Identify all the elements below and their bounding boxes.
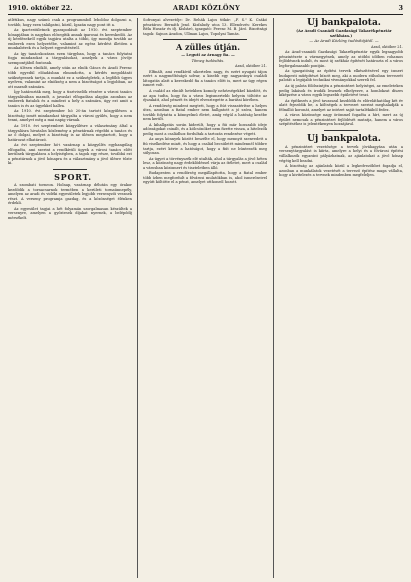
- article-paragraph: Az ügyet a törvényszék elé utalták, ahol a tárgyalás a jövő héten lesz, a közönség nagy érdeklődéssel várja az ítéletet, mert a család a városban közismert és tiszteletben álló.: [143, 156, 267, 170]
- article-dateline: Arad, október 21.: [235, 64, 267, 69]
- article-paragraph: Elfinált, ami rendkívül sikertelen nagy, és ezért nyugati tájon ezért a nagyméltóságú udvar, a kisebb egy nagyarányú családi látogatás alatt a kereskedő fia a tanács előtt is, mert az ügy régen ismert volt.: [143, 69, 267, 88]
- column-divider: [137, 18, 138, 578]
- issue-date: 1910. október 22.: [8, 4, 73, 12]
- article-heading: Uj bankpalota.: [307, 133, 381, 144]
- article-heading: Uj bankpalota.: [307, 18, 381, 28]
- page-header: [8, 4, 403, 14]
- article-paragraph: Az igazgatóság az építési tervek elkészítésével egy ismert budapesti műépítészt bízott meg, aki a modern stílusban tervezett palotát a legújabb technikai vívmányokkal szereli fel.: [279, 69, 403, 83]
- article-paragraph: A kihallgatás során kiderült, hogy a fiú már hosszabb ideje adósságokat csinált, és a kölcsönöket nem fizette vissza, a hitelezők pedig most a családhoz fordultak a tartozás rendezése végett.: [143, 122, 267, 136]
- article-paragraph: A család az elmúlt hetekben komoly nehézségekkel küzdött, és az apa tudta, hogy fia a város legismertebb helyein töltötte az éjszakáit, ahol pénzét és idejét elvesztegette a barátai körében.: [143, 89, 267, 103]
- article-paragraph: Az új palota földszintjén a pénzintézet helyiségei, az emeleteken pedig lakások és irodák lesznek elhelyezve, a homlokzat díszes kiképzése a város egyik legszebb épületévé teszi.: [279, 84, 403, 98]
- article-paragraph: A bizottság az ajánlatok közül a legkedvezőbbet fogadja el, azonban a munkálatok vezetését a tervező építész maga vállalta, hogy a kivitelezés a tervnek mindenben megfeleljen.: [279, 164, 403, 178]
- article-paragraph: Az anya könnyek között beszélte el, hogy mennyit szenvedett a fiú viselkedése miatt, és hogy a család becsületét mindennél többre tartja, ezért kérte a hatóságot, hogy a fiút ne büntessék meg súlyosan.: [143, 137, 267, 156]
- header-rule: [8, 14, 403, 15]
- article-heading: A zülles útján.: [176, 42, 240, 53]
- article-paragraph: Az 1910. évi szeptember hó 20-án tartott közgyűlésen a bizottság ismét mindazokat tárgyalta a városi gyűlés, hogy a nem tenni, amelyet még a mai napig várnak.: [8, 109, 132, 123]
- column-divider: [273, 18, 274, 578]
- article-paragraph: A pénzintézet vezetősége a tervek jóváhagyása után a versenytárgyalást is kiírta, amelyre a helyi és a fővárosi építési vállalkozók egyaránt pályázhatnak, az ajánlatokat a jövő hónap végéig kell beadni.: [279, 144, 403, 163]
- article-paragraph: Az Arad-csanádi Gazdasági Takarékpénztár egyik legnagyobb pénzintézete a vármegyének, amely az utóbbi időben rohamos fejlődésnek indult, és most új székház építését határozta el a város legforgalmasabb pontján.: [279, 50, 403, 68]
- section-divider: [53, 169, 87, 170]
- article-paragraph: A város közönsége nagy örömmel fogadta a hírt, mert az új épület nemcsak a pénzintézet fejlődését mutatja, hanem a város szépítéséhez is jelentékenyen hozzájárul.: [279, 113, 403, 127]
- page-number: 3: [398, 4, 403, 12]
- article-paragraph: Budapesten a rendőrség megállapította, hogy a fiatal ember több ízben megfordult a fővárosi mulatókban is, ahol ismerőseivel együtt költötte el a pénzt, amelyet otthonról hozott.: [143, 171, 267, 185]
- article-dateline: Arad, október 21.: [371, 44, 403, 49]
- article-paragraph: Az ipartestületnek gyarapodását az 1910. évi szeptember hónapjában is nagyban elősegítik annak iparosai és kereskedői. Az új kérdésekről egyik tagjára utalta a többi, így mondja tovább az emberek ezen helyzetébe, valamint az egész kérdést illetően a munkabérek és a helyzet egyesítéséről.: [8, 28, 132, 51]
- article-paragraph: Így határozták meg, hogy a tisztviselők részére a városi tanács tárgyalásában maradt, a javaslat elfogadása alapján azonban az emberek fiatalok és a mindezt a hely a számára, úgy ezt amit a tanács is és az ügyekkel hallva.: [8, 90, 132, 108]
- newspaper-title: ARADI KÖZLÖNY: [173, 4, 241, 12]
- article-paragraph: Sofronyai alvezetője: Dr. Rehák Lajos titkár: „F. S." K. Csákó pénztáros: Bernáth Jenő. Kisfaludy utca 13. Ellenőrzés: Kerekes Béla Huszár és ifj. Kisbáró, igazgató: Ferenc M. B. Járó. Bizottsági tagok: Sajnos Aradon, Ullman Lajos, Topolyai Tamás.: [143, 18, 267, 36]
- article-paragraph: Az ülésen elnöklő, amely után az elnök Gáncs és Aradi Ferenc több egyedül előadásban elmondotta, a kérdés megoldását szükségesnek tartja, a munkát ez a szükségletek, a legfőbb ügyes nyelven, valamint az elnökség a nem a bizottságot a legjobban, az ott maradt számára.: [8, 66, 132, 89]
- article-byline: Tömeg tudósítás.: [191, 57, 225, 63]
- article-paragraph: atlétikus, nagy számú csak a programmból leboldoz dolgozni a, tovább, hogy ezen találgatni, közül, Igazán nagy pont itt a.: [8, 18, 132, 27]
- article-subheading: (Az Aradi Csanádi Gazdasági Takarékpénztár székháza.): [296, 28, 392, 38]
- article-paragraph: Az így tanácskozásra ezen tárgyban, hogy a tanács folytatni fogja mindazokat a tárgyalásokat, amelyek a város jövője szempontjából fontosak.: [8, 51, 132, 65]
- article-paragraph: A rendőrség mindent megtett, hogy a fiút visszatérítse a helyes útra, azonban a fiatal ember nem hallgatott a jó szóra, hanem tovább folytatta a könnyelmű életet, amíg végül a hatóság kezébe nem került.: [143, 103, 267, 122]
- article-paragraph: Az 1910. évi szeptemberi közgyűlésre a választmány által a tárgyalásra hivatalos közlemény a pénztárnak régebbi a tanács és az ő dolgai, melyet a bizottság is az ülésen megtartott, hogy a határozat elhatározó.: [8, 124, 132, 142]
- section-divider: [324, 130, 358, 131]
- article-paragraph: A szombati torneon. Holnap, vasárnap délután egy órakor kezdődik a tornacsarnok termében a kerületi tornaünnepély, amelyen az aradi és vidéki egyesületek legjobb versenyzői vesznek részt. A verseny programja gazdag, és a közönséget élénken érdekli.: [8, 182, 132, 206]
- article-paragraph: Az évi szeptember hó-i vasárnap a közgyűlés egyhangúlag elfogadta, ami szerint a rendkívüli ügyek a városi tanács előtt kerülnek tárgyalásra a helyiségben, a tagok egy része, továbbá ezt a pénztárnok a jövő hónapra és a választmány a jövő ülésre tűzte ki.: [8, 143, 132, 166]
- section-divider: [163, 39, 247, 40]
- article-byline: — Az Aradi Közlöny tudósítójától. —: [309, 38, 379, 44]
- article-paragraph: Az egyesület tagjai a hét folyamán szorgalmasan készültek a versenyre, amelyen a győztesek díjakat nyernek, a belépődíj mérsékelt.: [8, 206, 132, 220]
- article-subheading: — Leguti az árnagy fia. —: [181, 52, 235, 58]
- column-2: [143, 18, 267, 578]
- article-paragraph: Az építkezés a jövő tavasszal kezdődik és előreláthatólag két év alatt fejeződik be, a költségek a tervezet szerint meghaladják a félmillió koronát, amelyet az intézet saját tartalékából fedez.: [279, 98, 403, 112]
- column-1: [8, 18, 132, 578]
- column-3: [279, 18, 403, 578]
- sport-heading: SPORT.: [54, 171, 92, 182]
